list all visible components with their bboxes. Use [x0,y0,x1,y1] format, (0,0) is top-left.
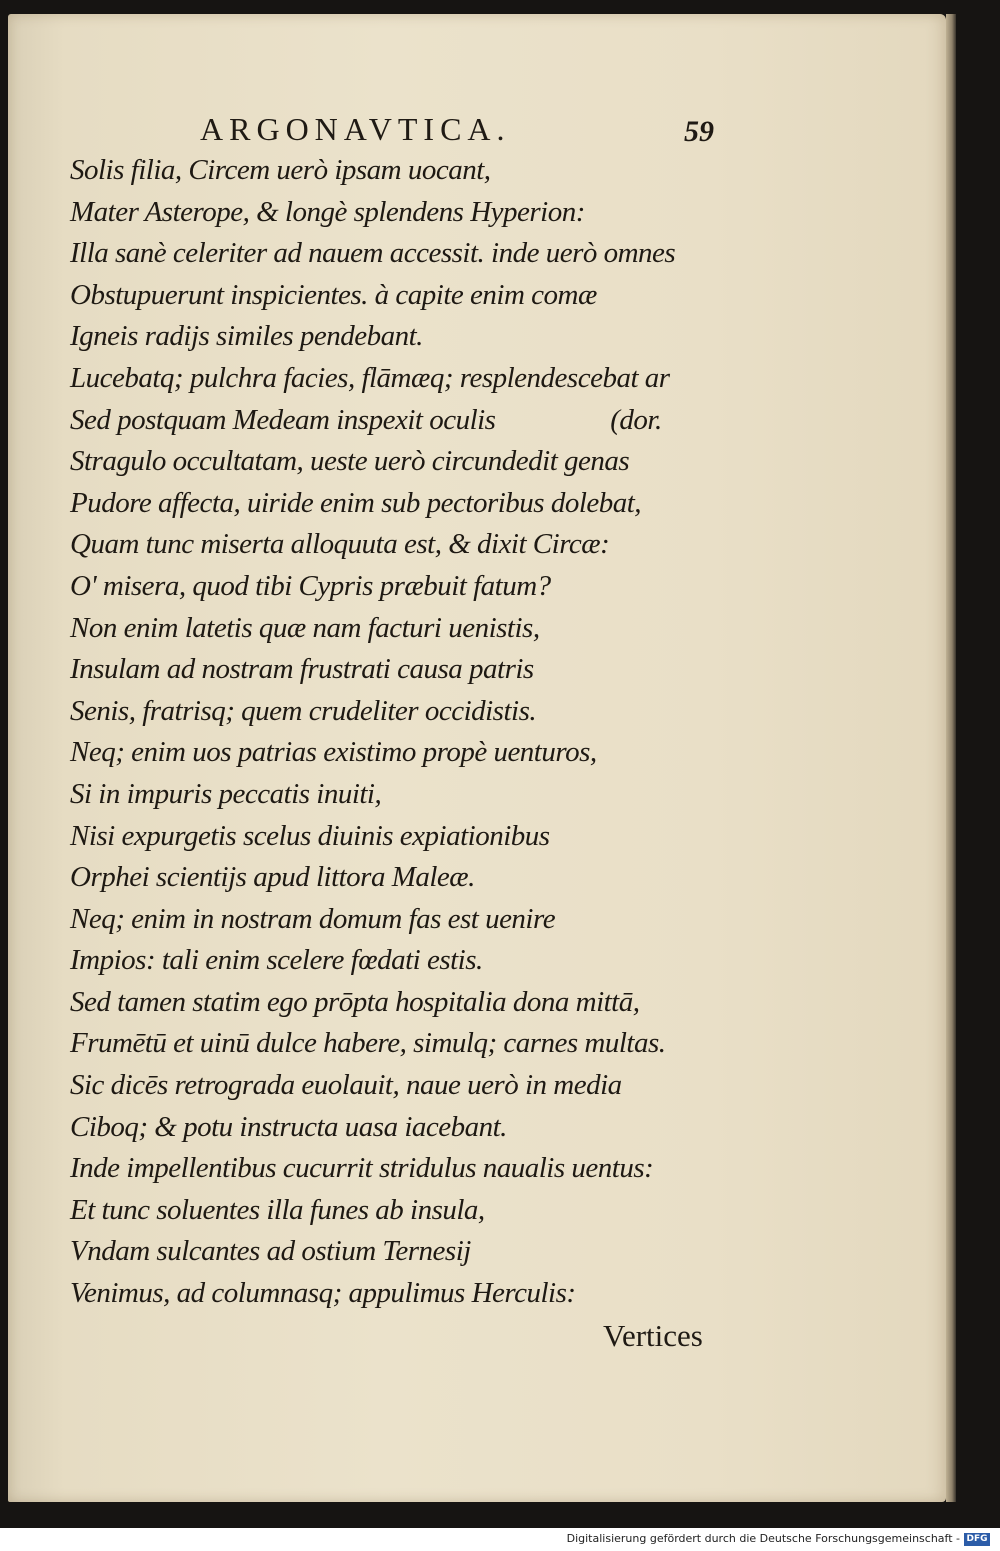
verse-line: Illa sanè celeriter ad nauem accessit. inde uerò omnes [70,237,676,270]
verse-line: Sed tamen statim ego prōpta hospitalia dona mittā, [70,985,640,1018]
verse-line: Pudore affecta, uiride enim sub pectoribus dolebat, [70,486,642,519]
verse-line: Impios: tali enim scelere fœdati estis. [70,944,483,977]
catchword: Vertices [603,1318,703,1353]
verse-line: Ciboq; & potu instructa uasa iacebant. [70,1110,507,1143]
verse-list [70,150,730,1315]
dfg-logo-icon[interactable]: DFG [964,1533,990,1546]
verse-line: Venimus, ad columnasq; appulimus Herculis: [70,1277,576,1310]
verse-line: Inde impellentibus cucurrit stridulus naualis uentus: [70,1152,654,1185]
verse-line: Neq; enim uos patrias existimo propè uenturos, [70,736,597,769]
verse-line: Mater Asterope, & longè splendens Hyperion: [70,195,585,228]
verse-line: Vndam sulcantes ad ostium Ternesij [70,1235,471,1268]
verse-line: Senis, fratrisq; quem crudeliter occidistis. [70,694,537,727]
verse-line: Insulam ad nostram frustrati causa patris [70,653,534,686]
page-edge [946,14,956,1502]
verse-line: Sed postquam Medeam inspexit oculis (dor. [70,403,662,436]
verse-line: Neq; enim in nostram domum fas est uenire [70,902,556,935]
verse-line: Non enim latetis quæ nam facturi uenistis, [70,611,540,644]
funding-credit: Digitalisierung gefördert durch die Deutsche Forschungsgemeinschaft - [566,1532,960,1545]
page-number: 59 [684,115,714,148]
verse-line: Stragulo occultatam, ueste uerò circundedit genas [70,445,630,478]
verse-line: Si in impuris peccatis inuiti, [70,777,382,810]
verse-line: Igneis radijs similes pendebant. [70,320,423,353]
verse-line: Sic dicēs retrograda euolauit, naue uerò in media [70,1069,622,1102]
verse-line: Obstupuerunt inspicientes. à capite enim comæ [70,278,597,311]
verse-line: Orphei scientijs apud littora Maleæ. [70,861,475,894]
verse-line: Et tunc soluentes illa funes ab insula, [70,1193,485,1226]
verse-line: O' misera, quod tibi Cypris præbuit fatum? [70,569,551,602]
verse-line: Lucebatq; pulchra facies, flāmæq; resplendescebat ar [70,361,670,394]
verse-line: Nisi expurgetis scelus diuinis expiationibus [70,819,550,852]
digitization-footer [0,1528,1000,1551]
verse-line: Frumētū et uinū dulce habere, simulq; carnes multas. [70,1027,666,1060]
verse-line: Quam tunc miserta alloquuta est, & dixit Circæ: [70,528,610,561]
verse-line: Solis filia, Circem uerò ipsam uocant, [70,154,491,186]
running-head: ARGONAVTICA. [200,111,511,147]
